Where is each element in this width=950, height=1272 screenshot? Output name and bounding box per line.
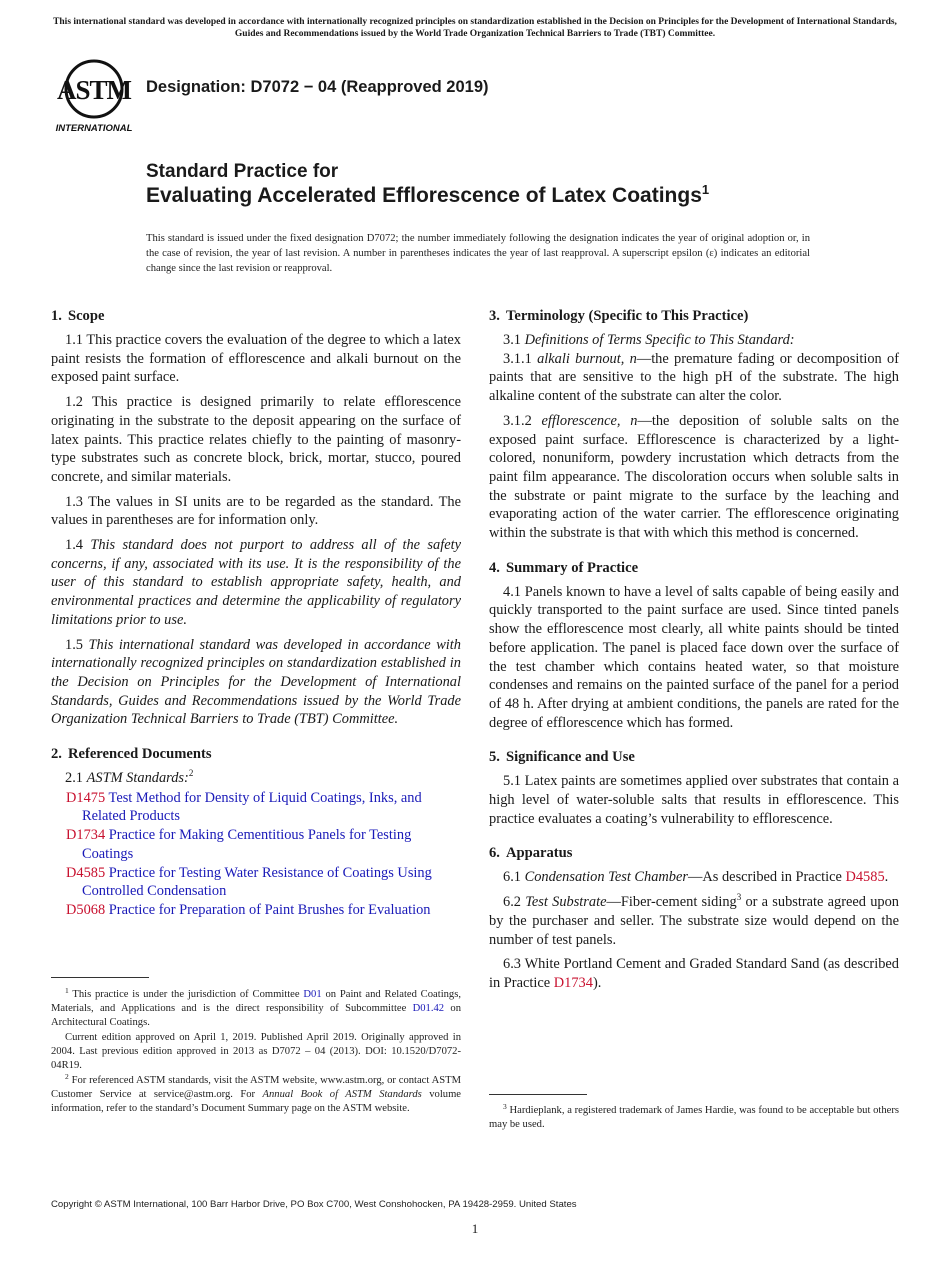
title-line1: Standard Practice for <box>146 161 339 182</box>
committee-d01-link[interactable]: D01 <box>303 989 322 1000</box>
footnote-rule-right <box>489 1094 587 1095</box>
page-number: 1 <box>471 1221 479 1236</box>
d4585-link[interactable]: D4585 <box>845 869 885 886</box>
footnote-rule-left <box>51 977 149 978</box>
issue-note: This standard is issued under the fixed designation D7072; the number immediately following the designation indicates the year of original adoption or, in the case of revision, the year of last revision. A number in parentheses indicates the year of last reapproval. A superscript epsilon (ε) indicates an editorial change since the last revision or reapproval. <box>146 233 810 275</box>
left-column <box>51 307 461 920</box>
para-5-1: 5.1 Latex paints are sometimes applied over substrates that contain a high level of water-soluble salts that results in efflorescence. This practice evaluates a coating’s vulnerability to efflorescence. <box>489 773 899 827</box>
copyright: Copyright © ASTM International, 100 Barr Harbor Drive, PO Box C700, West Conshohocken, PA 19428-2959. United States <box>51 1199 577 1210</box>
ref-d1475[interactable]: D1475 Test Method for Density of Liquid Coatings, Inks, and Related Products <box>66 789 422 825</box>
right-column <box>489 307 899 999</box>
footnote-mark-2[interactable]: 2 <box>188 768 194 779</box>
para-3-1: 3.1 Definitions of Terms Specific to This Standard: <box>503 332 795 348</box>
footnote-mark-3[interactable]: 3 <box>736 892 742 903</box>
title-text: Evaluating Accelerated Efflorescence of Latex Coatings <box>146 184 702 207</box>
title-block <box>146 160 709 209</box>
top-notice: This international standard was developed in accordance with internationally recognized principles on standardization established in the Decision on Principles for the Development of International Standards, Guides and Recommendations issued by the World Trade Organization Technical Barriers to Trade (TBT) Committee. <box>53 17 897 39</box>
footnote-2: $^2$ For referenced ASTM standards, visit the ASTM website, www.astm.org, or contact ASTM Customer Service at service@astm.org. For Annual Book of ASTM Standards volume information, refer to the standard’s Document Summary page on the ASTM website. <box>51 1072 462 1114</box>
footnotes-right <box>489 1104 899 1133</box>
para-1-4: 1.4 This standard does not purport to address all of the safety concerns, if any, associated with its use. It is the responsibility of the user of this standard to establish appropriate safety, health, and environmental practices and determine the applicability of regulatory limitations prior to use. <box>51 537 461 628</box>
para-6-3: 6.3 White Portland Cement and Graded Standard Sand (as described in Practice D1734). <box>489 956 899 991</box>
section-heading-scope: 1. Scope <box>51 308 105 324</box>
ref-d1734[interactable]: D1734 Practice for Making Cementitious Panels for Testing Coatings <box>66 827 412 862</box>
para-6-1: 6.1 Condensation Test Chamber—As described in Practice D4585. <box>503 869 889 886</box>
astm-logo <box>52 56 136 134</box>
designation: Designation: D7072 − 04 (Reapproved 2019) <box>146 78 489 96</box>
footnote-3: $^3$ Hardieplank, a registered trademark of James Hardie, was found to be acceptable but others may be used. <box>489 1102 900 1130</box>
title-line2 <box>146 183 709 209</box>
section-heading-apparatus: 6. Apparatus <box>489 845 573 862</box>
para-1-2: 1.2 This practice is designed primarily to relate efflorescence originating in the substrate to the deposit appearing on the surface of latex paints. This practice relates chiefly to the painting of masonry-type substrates such as concrete block, brick, mortar, stucco, poured concrete, and similar materials. <box>51 394 461 485</box>
para-3-1-2: 3.1.2 efflorescence, n—the deposition of soluble salts on the exposed paint surface. Efflorescence is characterized by a light-colored, nonuniform, powdery incrustation which detracts from the paint film appearance. The discoloration occurs when soluble salts in the substrate or paint migrate to the surface by the leaching and evaporating action of the water carrier. The efflorescence originating within the substrate is that with which this method is concerned. <box>489 412 899 542</box>
ref-d4585[interactable]: D4585 Practice for Testing Water Resistance of Coatings Using Controlled Condensation <box>66 864 432 900</box>
footnote-1: $^1$ This practice is under the jurisdiction of Committee D01 on Paint and Related Coatings, Materials, and Applications and is the direct responsibility of Subcommittee D01.42 on Architectural Coatings. <box>51 986 461 1028</box>
para-4-1: 4.1 Panels known to have a level of salts capable of being easily and quickly transported to the paint surface are used. Since tinted panels show the efflorescence most clearly, all white paints should be tinted before application. The panel is placed face down over the surface of the test chamber which contains heated water, so that moisture condenses and remains on the painted surface of the panel for a period of 48 h. After drying at ambient conditions, the panels are rated for the degree of efflorescence which has formed. <box>489 583 899 731</box>
logo-wordmark: INTERNATIONAL <box>55 123 133 134</box>
section-heading-summary: 4. Summary of Practice <box>489 559 639 576</box>
title-footnote-mark[interactable]: 1 <box>701 182 710 197</box>
para-1-1: 1.1 This practice covers the evaluation of the degree to which a latex paint resists the formation of efflorescence and alkali burnout on the exposed paint surface. <box>51 332 461 386</box>
ref-d5068[interactable]: D5068 Practice for Preparation of Paint Brushes for Evaluation <box>66 901 431 918</box>
subcommittee-d01-42-link[interactable]: D01.42 <box>412 1003 445 1014</box>
para-3-1-1: 3.1.1 alkali burnout, n—the premature fading or decomposition of paints that are sensitive to the high pH of the substrate. The high alkaline content of the substrate can alter the color. <box>489 350 899 405</box>
para-6-2: 6.2 Test Substrate—Fiber-cement siding$^3$ or a substrate agreed upon by the purchaser and seller. The substrate size would depend on the number of test panels. <box>489 892 900 948</box>
para-1-3: 1.3 The values in SI units are to be regarded as the standard. The values in parentheses are for information only. <box>51 493 461 529</box>
footnotes-left <box>51 988 461 1117</box>
para-1-5: 1.5 This international standard was developed in accordance with internationally recognized principles on standardization established in the Decision on Principles for the Development of International Standards, Guides and Recommendations issued by the World Trade Organization Technical Barriers to Trade (TBT) Committee. <box>51 636 461 728</box>
footnote-1-edition: Current edition approved on April 1, 2019. Published April 2019. Originally approved in 2004. Last previous edition approved in 2013 as D7072 – 04 (2013). DOI: 10.1520/D7072-04R19. <box>51 1032 461 1071</box>
section-heading-refdocs: 2. Referenced Documents <box>51 746 212 763</box>
d1734-link[interactable]: D1734 <box>553 974 593 991</box>
section-heading-significance: 5. Significance and Use <box>489 749 635 766</box>
section-heading-terminology: 3. Terminology (Specific to This Practice) <box>489 308 749 324</box>
svg-text:ASTM: ASTM <box>56 75 132 105</box>
para-2-1: 2.1 ASTM Standards:$^2$ <box>65 768 194 787</box>
